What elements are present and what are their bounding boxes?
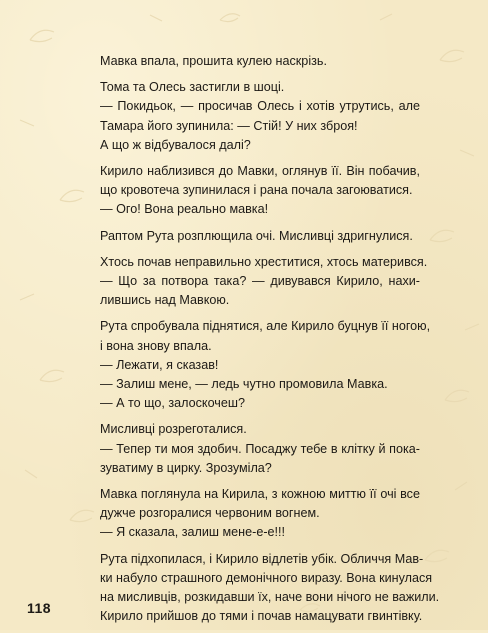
text-line: — Що за потвора така? — дивувався Кирило, нахи- <box>100 274 420 289</box>
paragraph <box>100 317 431 413</box>
text-line: А що ж відбувалося далі? <box>100 137 251 152</box>
text-line: Мисливці розреготалися. <box>100 422 247 437</box>
text-line: Кирило наблизився до Мавки, оглянув її. Він побачив, <box>100 164 420 179</box>
text-line: — Лежати, я сказав! <box>100 357 219 372</box>
paragraph <box>100 78 420 155</box>
text-line: лившись над Мавкою. <box>100 293 230 308</box>
text-line: — Я сказала, залиш мене-е-е!!! <box>100 525 286 540</box>
text-line: і вона знову впала. <box>100 338 212 353</box>
text-line: Хтось почав неправильно хреститися, хтось матерився. <box>100 254 428 269</box>
text-line: — Тепер ти моя здобич. Посаджу тебе в клітку й пока- <box>100 441 420 456</box>
body-text <box>100 52 440 633</box>
text-line: Раптом Рута розплющила очі. Мисливці здригнулися. <box>100 228 413 243</box>
paragraph <box>100 227 420 246</box>
text-line: дужче розгоралися червоним вогнем. <box>100 506 320 521</box>
page-number: 118 <box>27 600 52 616</box>
text-line: Тамара його зупинила: — Стій! У них зброя! <box>100 118 358 133</box>
text-line: Рута спробувала піднятися, але Кирило буцнув її ногою, <box>100 319 431 334</box>
paragraph <box>100 162 420 220</box>
text-line: — Покидьок, — просичав Олесь і хотів утрутись, але <box>100 99 420 114</box>
text-line: — Ого! Вона реально мавка! <box>100 202 269 217</box>
paragraph <box>100 52 420 71</box>
text-line: Мавка поглянула на Кирила, з кожною миттю її очі все <box>100 487 420 502</box>
text-line: що кровотеча зупинилася і рана почала загоюватися. <box>100 183 413 198</box>
text-line: на мисливців, розкидавши їх, наче вони нічого не важили. <box>100 590 440 605</box>
paragraph <box>100 253 428 311</box>
text-line: Рута підхопилася, і Кирило відлетів убік. Обличчя Мав- <box>100 551 424 566</box>
text-line: Мавка впала, прошита кулею наскрізь. <box>100 54 327 68</box>
paragraph <box>100 550 440 627</box>
text-line: — А то що, залоскочеш? <box>100 396 245 411</box>
paragraph <box>100 420 420 478</box>
text-line: Тома та Олесь застигли в шоці. <box>100 80 285 95</box>
text-line: — Залиш мене, — ледь чутно промовила Мавка. <box>100 377 388 392</box>
paragraph <box>100 485 420 543</box>
text-line: ки набуло страшного демонічного виразу. Вона кинулася <box>100 570 433 585</box>
text-line: зуватиму в цирку. Зрозуміла? <box>100 460 272 475</box>
text-line: Кирило прийшов до тями і почав намацувати гвинтівку. <box>100 609 423 624</box>
